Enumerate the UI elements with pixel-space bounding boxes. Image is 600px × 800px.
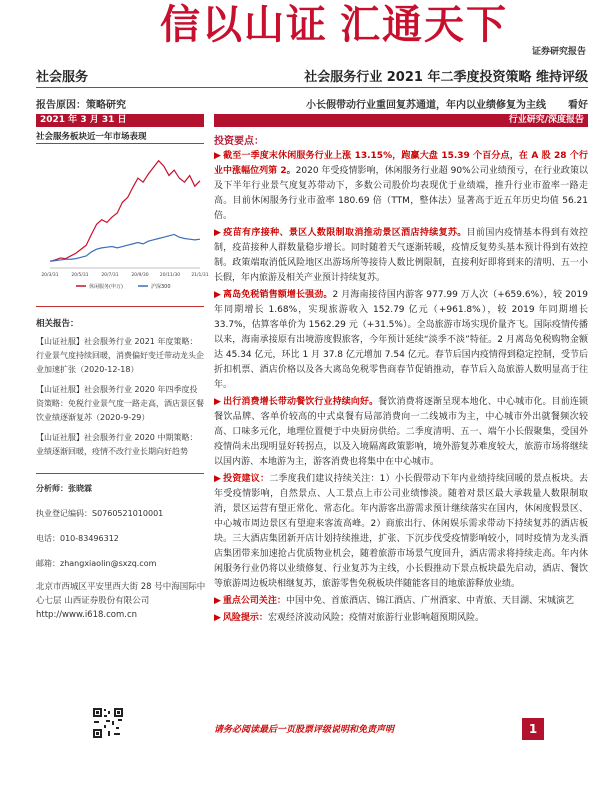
analyst-name: 分析师：张晓霖 xyxy=(36,484,92,493)
key-point-headline: 疫苗有序接种、景区人数限制取消推动景区酒店持续复苏。 xyxy=(223,228,467,238)
analyst-license: 执业登记编码：S0760521010001 xyxy=(36,509,164,518)
key-point xyxy=(214,594,588,609)
legend-label: 休闲服务(申万) xyxy=(89,284,123,290)
x-tick-label: 21/1/31 xyxy=(191,273,209,278)
svg-text:信以山证 汇通天下: 信以山证 汇通天下 xyxy=(160,2,508,47)
brand-banner xyxy=(0,0,600,52)
key-point-body: 目前国内疫情基本得到有效控制，疫苗接种人群数量稳步增长。同时随着天气逐渐转暖，疫情反复势头基本预计得到有效控制。政策端取消低风险地区出游场所等接待人数比例限制，直接利好即将到来的清明、五一小长假，年内旅游及相关产业预计持续复苏。 xyxy=(214,228,588,283)
left-column xyxy=(36,130,209,570)
series-line-1 xyxy=(50,234,200,261)
related-report-3[interactable]: 【山证社服】社会服务行业 2020 中期策略：业绩逐渐回暖，疫情不改行业长期向好趋势 xyxy=(36,433,198,456)
key-point xyxy=(214,472,588,592)
bullet-arrow-icon: ▶ xyxy=(214,228,222,238)
key-point xyxy=(214,226,588,286)
performance-chart xyxy=(36,146,209,296)
key-point-body: 二季度我们建议持续关注：1）小长假带动下年内业绩持续回暖的景点板块。去年受疫情影响，自然景点、人工景点上市公司业绩惨淡。随着对景区最大承载量人数限制取消，景区运营有望正常化、常态化。年内游客出游需求预计继续落实在国内，休闲度假景区、中心城市周边景区有望迎来客流高峰。2）商旅出行、休闲娱乐需求带动下持续复苏的酒店板块。三大酒店集团新开店计划持续推进，扩张、下沉步伐受疫情影响较小，同时疫情为龙头酒店集团带来加速抢占优质物业机会，随着旅游市场景气度回升，酒店需求将持续走高。年内休闲服务行业仍将以业绩修复、行业复苏为主线，小长假推动下景点板块最先启动，酒店、餐饮等旅游周边板块相继复苏，旅游零售免税板块伴随能客目的地旅游释放业绩。 xyxy=(214,474,588,589)
x-tick-label: 20/11/30 xyxy=(159,273,181,278)
category-bar: 行业研究/深度报告 xyxy=(214,114,588,127)
key-point-body: 宏观经济波动风险；疫情对旅游行业影响超预期风险。 xyxy=(267,613,484,623)
company-address: 北京市西城区平安里西大街 28 号中海国际中心七层 山西证券股份有限公司 http://www.i618.com.cn xyxy=(36,582,206,620)
key-point xyxy=(214,149,588,224)
bullet-arrow-icon: ▶ xyxy=(214,290,222,300)
key-point-body: 餐饮消费将逐渐呈现本地化、中心城市化。目前连锁餐饮品牌、客单价较高的中式桌餐有局部消费向一二线城市为主，中心城市外出就餐频次较高、口味多元化，地理位置便于中央厨房供给。二季度清明、五一、端午小长假聚集，受国外疫情尚未出现明显好转拐点，以及入境隔离政策影响，境外游复苏难度较大，旅游市场将继续以国内游、本地游为主，游客消费也将集中在中心城市。 xyxy=(214,397,588,467)
title-row xyxy=(36,64,588,88)
bullet-arrow-icon: ▶ xyxy=(214,474,222,484)
bullet-arrow-icon: ▶ xyxy=(214,613,221,623)
x-tick-label: 20/3/31 xyxy=(41,273,59,278)
subtitle-row xyxy=(36,94,588,112)
x-tick-label: 20/7/31 xyxy=(101,273,119,278)
sector-name: 社会服务 xyxy=(36,70,89,85)
qr-code-icon xyxy=(92,707,124,739)
chart-title: 社会服务板块近一年市场表现 xyxy=(36,130,204,144)
key-point xyxy=(214,288,588,393)
key-point xyxy=(214,395,588,470)
analyst-block xyxy=(36,473,204,570)
key-point-headline: 重点公司关注： xyxy=(222,596,286,606)
key-point-body: 中国中免、首旅酒店、锦江酒店、广州酒家、中青旅、天目湖、宋城演艺 xyxy=(285,596,574,606)
legend-label: 沪深300 xyxy=(151,284,171,290)
x-tick-label: 20/5/31 xyxy=(71,273,89,278)
analyst-email[interactable]: 邮箱：zhangxiaolin@sxzq.com xyxy=(36,559,157,568)
report-reason: 报告原因：策略研究 xyxy=(36,99,126,111)
key-points-title: 投资要点： xyxy=(214,136,264,147)
key-point-headline: 截至一季度末休闲服务行业上涨 13.15%，跑赢大盘 15.39 个百分点，在 A 股 28 个行业中涨幅位列第 2。 xyxy=(214,151,589,176)
date-bar: 2021 年 3 月 31 日 xyxy=(36,114,204,127)
key-point-headline: 离岛免税销售额增长强劲。 xyxy=(223,290,333,300)
key-point xyxy=(214,611,588,626)
related-report-1[interactable]: 【山证社服】社会服务行业 2021 年度策略：行业景气度持续回暖，消费偏好变迁带动龙头企业加速扩张（2020-12-18） xyxy=(36,337,204,374)
page-number: 1 xyxy=(522,718,544,740)
x-tick-label: 20/9/30 xyxy=(131,273,149,278)
brand-logo xyxy=(0,0,600,52)
rating: 看好 xyxy=(568,99,588,111)
key-point-headline: 投资建议： xyxy=(223,474,270,484)
report-subtitle: 小长假带动行业重回复苏通道，年内以业绩修复为主线 xyxy=(306,99,546,111)
disclaimer-notice[interactable]: 请务必阅读最后一页股票评级说明和免责声明 xyxy=(214,725,395,735)
bullet-arrow-icon: ▶ xyxy=(214,596,221,606)
key-point-headline: 风险提示： xyxy=(222,613,268,623)
report-title: 社会服务行业 2021 年二季度投资策略 维持评级 xyxy=(304,70,588,85)
bullet-arrow-icon: ▶ xyxy=(214,397,222,407)
related-report-2[interactable]: 【山证社服】社会服务行业 2020 年四季度投资策略：免税行业景气度一路走高，酒店景区餐饮业绩逐渐复苏（2020-9-29） xyxy=(36,385,204,422)
report-type: 证券研究报告 xyxy=(531,47,586,57)
key-points-column xyxy=(214,132,588,626)
key-point-body: 2020 年受疫情影响，休闲服务行业超 90%公司业绩预亏，在行业政策以及下半年行业景气度复苏带动下，多数公司股价均表现优于业绩端，推升行业市盈率一路走高。目前休闲服务行业市盈率 180.69 倍（TTM，整体法）显著高于近五年历史均值 56.21 倍。 xyxy=(214,166,588,221)
analyst-phone: 电话：010-83496312 xyxy=(36,534,119,543)
key-point-body: 2 月海南接待国内游客 977.99 万人次（+659.6%），较 2019 年同期增长 1.68%，实现旅游收入 152.79 亿元（+961.8%），较 2019 年同期增长 33.7%，估算客单价为 1562.29 元（+31.5%）。全岛旅游市场实现价量齐飞。国际疫情传播以来，海南承接原有出境游度假旅客，今年预计延续“淡季不淡”特征。2 月离岛免税购物金额达 45.34 亿元，环比 1 月 37.8 亿元增加 7.54 亿元。春节后国内疫情得到稳定控制，受节后折扣机票、酒店价格以及各大离岛免税零售商春节促销推动，春节后入岛旅游人数明显高于往年。 xyxy=(214,290,588,390)
bullet-arrow-icon: ▶ xyxy=(214,151,222,161)
related-title: 相关报告： xyxy=(36,319,79,329)
key-point-headline: 出行消费增长带动餐饮行业持续向好。 xyxy=(223,397,379,407)
